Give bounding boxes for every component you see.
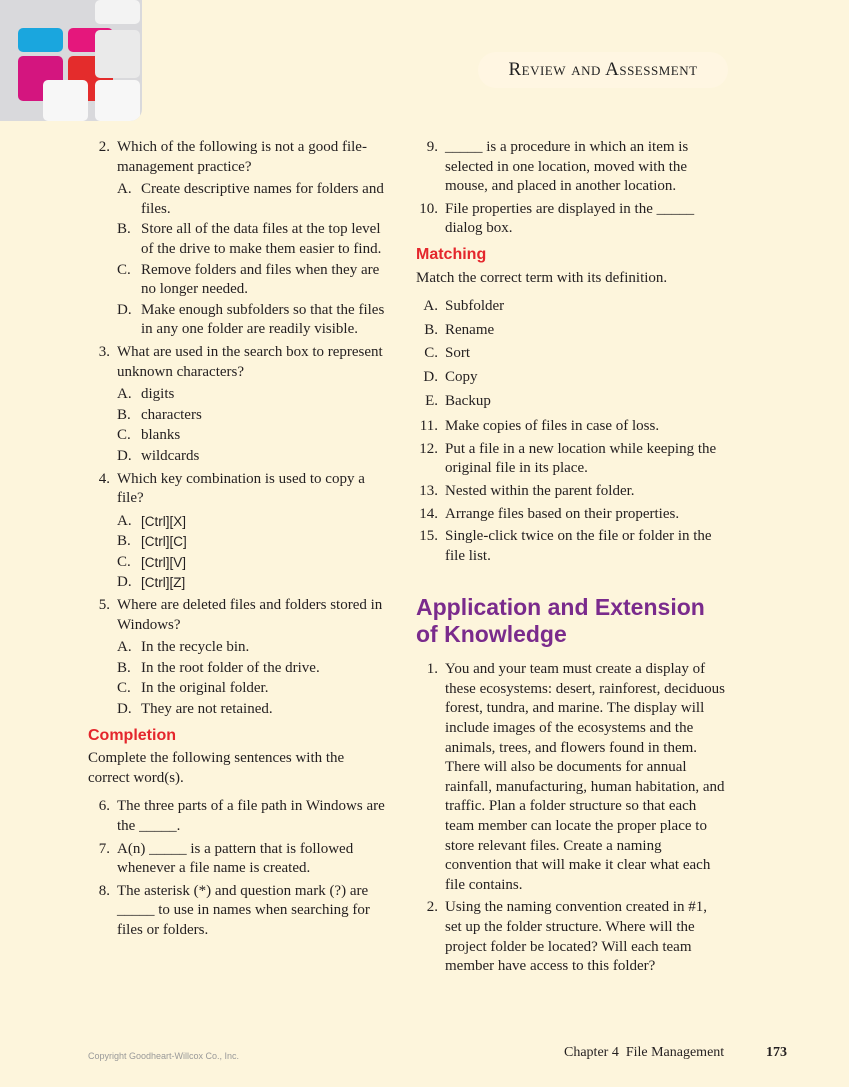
item-number: 1. — [426, 661, 438, 678]
matching-definition — [416, 527, 726, 566]
term — [416, 392, 726, 412]
option — [117, 573, 388, 593]
item-text: Using the naming convention created in #1, set up the folder structure. Where will the project folder be located? Will each team member have access to this folder? — [445, 899, 708, 975]
option-letter: B. — [117, 659, 131, 676]
term — [416, 297, 726, 317]
option-letter: B. — [117, 533, 131, 550]
option-letter: A. — [117, 512, 132, 529]
matching-heading: Matching — [416, 245, 487, 263]
option-text: They are not retained. — [141, 701, 273, 718]
term — [416, 344, 726, 364]
option-letter: A. — [117, 639, 132, 656]
option-text: In the original folder. — [141, 680, 269, 697]
option-letter: D. — [117, 447, 132, 464]
term-letter: B. — [424, 321, 438, 338]
options-list — [117, 385, 388, 466]
option — [117, 659, 388, 679]
completion-question — [416, 138, 726, 197]
option — [117, 447, 388, 467]
item-text: Make copies of files in case of loss. — [445, 418, 660, 435]
options-list — [117, 180, 388, 340]
option — [117, 700, 388, 720]
item-number: 9. — [426, 139, 438, 155]
item-text: A(n) _____ is a pattern that is followed whenever a file name is created. — [117, 840, 354, 877]
term-letter: C. — [424, 345, 438, 362]
item-number: 10. — [419, 200, 438, 217]
terms-list — [416, 297, 726, 411]
section-header: Review and Assessment — [478, 52, 728, 88]
completion-question — [88, 840, 388, 879]
option — [117, 180, 388, 219]
application-question — [416, 898, 726, 976]
item-text: File properties are displayed in the _____ dialog box. — [445, 200, 695, 237]
term-text: Subfolder — [445, 298, 505, 315]
item-number: 13. — [419, 482, 438, 499]
chapter-label: Chapter 4 File Management — [564, 1045, 725, 1060]
item-number: 15. — [419, 528, 438, 545]
option — [117, 385, 388, 405]
option — [117, 261, 388, 300]
option-text: [Ctrl][X] — [141, 513, 187, 529]
option-text: [Ctrl][C] — [141, 534, 187, 550]
item-text: You and your team must create a display of these ecosystems: desert, rainforest, deciduous forest, tundra, and marine. The display will include images of the ecosystems and the animals, trees, and flowers found in them. There will also be documents for annual rainfall, manufacturing, human habitation, and traffic. Plan a folder structure so that each team member can locate the proper place to store relevant files. Create a naming convention that will make it clear what each file contains. — [445, 661, 725, 893]
item-number: 2. — [426, 899, 438, 916]
term-text: Backup — [445, 392, 491, 409]
completion-question — [88, 882, 388, 941]
option-text: blanks — [141, 427, 181, 444]
completion-question — [416, 200, 726, 239]
option — [117, 301, 388, 340]
matching-definition — [416, 505, 726, 525]
item-text: _____ is a procedure in which an item is selected in one location, moved with the mouse, and placed in another location. — [445, 139, 689, 195]
option — [117, 679, 388, 699]
completion-question — [88, 797, 388, 836]
option-letter: A. — [117, 181, 132, 198]
option — [117, 426, 388, 446]
matching-instructions: Match the correct term with its definition. — [416, 269, 668, 286]
term-letter: E. — [425, 392, 438, 409]
option-text: characters — [141, 406, 202, 423]
matching-definition — [416, 417, 726, 437]
right-column — [416, 138, 726, 980]
option — [117, 638, 388, 658]
question — [88, 343, 388, 382]
copyright: Copyright Goodheart-Willcox Co., Inc. — [88, 1051, 240, 1061]
option-letter: C. — [117, 261, 131, 278]
option — [117, 553, 388, 573]
option-text: Store all of the data files at the top level of the drive to make them easier to find. — [141, 221, 382, 257]
left-column — [88, 138, 388, 944]
option — [117, 532, 388, 552]
item-number: 12. — [419, 440, 438, 457]
question — [88, 470, 388, 509]
item-text: The three parts of a file path in Windows are the _____. — [117, 798, 385, 834]
page-number: 173 — [766, 1045, 787, 1060]
option-letter: D. — [117, 701, 132, 718]
option-text: Create descriptive names for folders and files. — [141, 181, 384, 217]
option-letter: D. — [117, 574, 132, 591]
item-text: The asterisk (*) and question mark (?) are _____ to use in names when searching for files or folders. — [117, 882, 370, 938]
option-text: digits — [141, 386, 175, 403]
term — [416, 321, 726, 341]
item-number: 7. — [98, 840, 110, 857]
item-number: 11. — [419, 418, 438, 435]
option-text: [Ctrl][V] — [141, 554, 187, 570]
option-letter: C. — [117, 680, 131, 697]
application-question — [416, 660, 726, 895]
question-number: 2. — [98, 139, 110, 155]
item-text: Arrange files based on their properties. — [445, 505, 680, 522]
option-letter: A. — [117, 386, 132, 403]
item-text: Put a file in a new location while keeping the original file in its place. — [445, 440, 717, 477]
question-text: What are used in the search box to represent unknown characters? — [117, 343, 383, 380]
options-list — [117, 638, 388, 719]
question — [88, 596, 388, 635]
question — [88, 138, 388, 177]
decorative-tiles-image — [0, 0, 142, 121]
item-number: 8. — [98, 882, 110, 899]
option — [117, 512, 388, 532]
term-letter: D. — [423, 368, 438, 385]
option-text: In the recycle bin. — [141, 639, 250, 656]
question-text: Which key combination is used to copy a file? — [117, 470, 365, 507]
question-number: 4. — [98, 470, 110, 487]
application-heading: Application and Extension of Knowledge — [416, 594, 705, 648]
item-number: 14. — [419, 505, 438, 522]
question-number: 3. — [98, 343, 110, 360]
option-text: [Ctrl][Z] — [141, 575, 186, 591]
completion-heading: Completion — [88, 726, 176, 744]
option-letter: C. — [117, 553, 131, 570]
question-number: 5. — [98, 597, 110, 614]
completion-instructions: Complete the following sentences with the correct word(s). — [88, 750, 345, 786]
item-text: Single-click twice on the file or folder in the file list. — [445, 528, 712, 564]
option — [117, 406, 388, 426]
question-text: Which of the following is not a good file-management practice? — [117, 139, 367, 175]
question-text: Where are deleted files and folders stored in Windows? — [117, 597, 383, 633]
matching-definition — [416, 482, 726, 502]
term-letter: A. — [423, 298, 438, 315]
option-text: Remove folders and files when they are no longer needed. — [141, 261, 380, 298]
options-list — [117, 512, 388, 593]
option-letter: B. — [117, 406, 131, 423]
option — [117, 220, 388, 259]
item-number: 6. — [98, 798, 110, 815]
option-text: In the root folder of the drive. — [141, 659, 320, 676]
option-text: Make enough subfolders so that the files in any one folder are readily visible. — [141, 301, 385, 338]
term-text: Sort — [445, 345, 471, 362]
item-text: Nested within the parent folder. — [445, 482, 635, 499]
option-letter: D. — [117, 301, 132, 318]
option-letter: B. — [117, 221, 131, 238]
term-text: Copy — [445, 368, 478, 385]
option-letter: C. — [117, 427, 131, 444]
term-text: Rename — [445, 321, 495, 338]
term — [416, 368, 726, 388]
matching-definition — [416, 440, 726, 479]
option-text: wildcards — [141, 447, 200, 464]
